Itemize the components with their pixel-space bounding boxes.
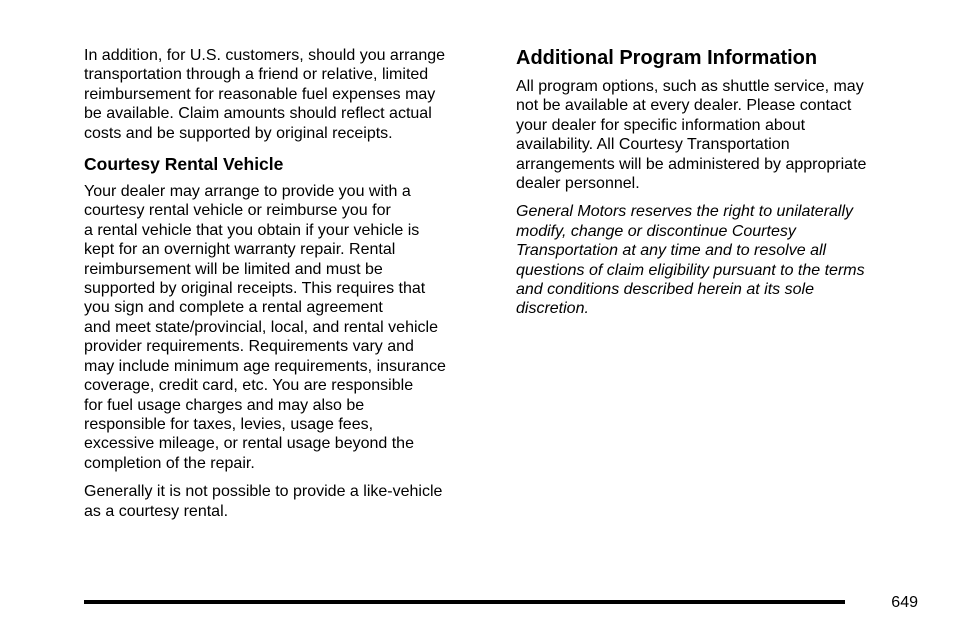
like-vehicle-paragraph: Generally it is not possible to provide a like-vehicle as a courtesy rental.	[84, 483, 443, 520]
right-column	[516, 46, 916, 328]
courtesy-rental-heading: Courtesy Rental Vehicle	[84, 154, 284, 175]
gm-disclaimer-paragraph: General Motors reserves the right to unilaterally modify, change or discontinue Courtesy Transportation at any time and to resolve all questions of claim eligibility pursuant to the terms and conditions described herein at its sole discretion.	[516, 203, 865, 318]
footer-rule	[84, 600, 845, 604]
left-column	[84, 46, 494, 530]
rental-vehicle-paragraph: Your dealer may arrange to provide you with a courtesy rental vehicle or reimburse you for a rental vehicle that you obtain if your vehicle is kept for an overnight warranty repair. Rental reimbursement will be limited and must be supported by original receipts. This requires that you sign and complete a rental agreement and meet state/provincial, local, and rental vehicle provider requirements. Requirements vary and may include minimum age requirements, insurance coverage, credit card, etc. You are responsible for fuel usage charges and may also be responsible for taxes, levies, usage fees, excessive mileage, or rental usage beyond the completion of the repair.	[84, 183, 446, 472]
fuel-reimbursement-paragraph: In addition, for U.S. customers, should you arrange transportation through a friend or relative, limited reimbursement for reasonable fuel expenses may be available. Claim amounts should reflect actual costs and be supported by original receipts.	[84, 47, 446, 142]
page-number: 649	[891, 594, 918, 611]
additional-program-heading: Additional Program Information	[516, 47, 818, 69]
program-options-paragraph: All program options, such as shuttle service, may not be available at every dealer. Please contact your dealer for specific information about availability. All Courtesy Transportation arrangements will be administered by appropriate dealer personnel.	[516, 78, 867, 193]
